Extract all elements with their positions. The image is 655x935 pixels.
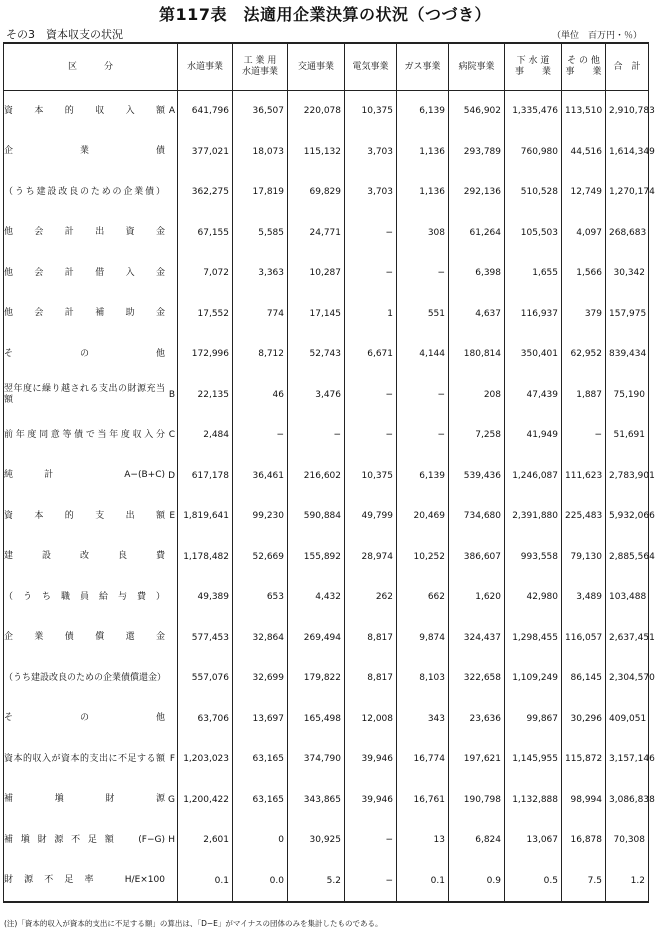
value-cell: 350,401 bbox=[505, 334, 562, 375]
value-cell: 63,706 bbox=[178, 699, 233, 740]
value-cell: 3,086,838 bbox=[606, 780, 649, 821]
value-cell: 774 bbox=[233, 294, 288, 335]
table-row bbox=[4, 213, 649, 254]
value-cell: 2,601 bbox=[178, 820, 233, 861]
value-cell: 269,494 bbox=[288, 618, 345, 659]
value-cell: 324,437 bbox=[449, 618, 505, 659]
value-cell: 116,937 bbox=[505, 294, 562, 335]
value-cell: 1,614,349 bbox=[606, 132, 649, 173]
value-cell: 157,975 bbox=[606, 294, 649, 335]
row-label: 資本的収入が資本的支出に不足する額 bbox=[4, 753, 165, 764]
value-cell: 155,892 bbox=[288, 537, 345, 578]
footnote: (注)「資本的収入が資本的支出に不足する額」の算出は、「D−E」がマイナスの団体のみを集計したものである。 bbox=[4, 919, 383, 928]
value-cell: 16,878 bbox=[562, 820, 606, 861]
value-cell: 172,996 bbox=[178, 334, 233, 375]
value-cell: − bbox=[397, 253, 449, 294]
value-cell: 47,439 bbox=[505, 375, 562, 416]
value-cell: 292,136 bbox=[449, 172, 505, 213]
table-row bbox=[4, 861, 649, 902]
value-cell: 49,389 bbox=[178, 577, 233, 618]
value-cell: 13 bbox=[397, 820, 449, 861]
table-row bbox=[4, 415, 649, 456]
row-letter: A bbox=[168, 106, 175, 117]
header-col: 工 業 用 水道事業 bbox=[233, 43, 288, 91]
header-col: そ の 他 事 業 bbox=[562, 43, 606, 91]
table-row bbox=[4, 537, 649, 578]
value-cell: 216,602 bbox=[288, 456, 345, 497]
value-cell: 69,829 bbox=[288, 172, 345, 213]
row-label-cell bbox=[4, 537, 178, 578]
row-label: 他会計借入金 bbox=[4, 267, 165, 278]
value-cell: 262 bbox=[345, 577, 397, 618]
value-cell: 10,287 bbox=[288, 253, 345, 294]
value-cell: 5.2 bbox=[288, 861, 345, 902]
value-cell: 734,680 bbox=[449, 496, 505, 537]
value-cell: 51,691 bbox=[606, 415, 649, 456]
value-cell: 1,145,955 bbox=[505, 739, 562, 780]
value-cell: 577,453 bbox=[178, 618, 233, 659]
value-cell: 5,585 bbox=[233, 213, 288, 254]
value-cell: − bbox=[397, 415, 449, 456]
value-cell: 8,712 bbox=[233, 334, 288, 375]
value-cell: 46 bbox=[233, 375, 288, 416]
value-cell: 17,819 bbox=[233, 172, 288, 213]
value-cell: 67,155 bbox=[178, 213, 233, 254]
value-cell: 3,489 bbox=[562, 577, 606, 618]
table-body bbox=[4, 91, 655, 902]
value-cell: 510,528 bbox=[505, 172, 562, 213]
row-label-cell bbox=[4, 496, 178, 537]
value-cell: 2,885,564 bbox=[606, 537, 649, 578]
value-cell: 0.1 bbox=[178, 861, 233, 902]
value-cell: 1,298,455 bbox=[505, 618, 562, 659]
value-cell: 0.0 bbox=[233, 861, 288, 902]
value-cell: − bbox=[345, 861, 397, 902]
header-col: 下 水 道 事 業 bbox=[505, 43, 562, 91]
value-cell: 2,783,901 bbox=[606, 456, 649, 497]
row-label: （うち職員給与費） bbox=[4, 591, 165, 602]
value-cell: 1,819,641 bbox=[178, 496, 233, 537]
value-cell: 75,190 bbox=[606, 375, 649, 416]
value-cell: 1,132,888 bbox=[505, 780, 562, 821]
value-cell: 30,296 bbox=[562, 699, 606, 740]
value-cell: 1,270,174 bbox=[606, 172, 649, 213]
value-cell: 322,658 bbox=[449, 658, 505, 699]
row-label-cell bbox=[4, 739, 178, 780]
row-letter: D bbox=[168, 470, 175, 481]
value-cell: 116,057 bbox=[562, 618, 606, 659]
row-label-cell bbox=[4, 456, 178, 497]
table-subtitle: その3 資本収支の状況 bbox=[6, 28, 123, 41]
value-cell: 1,109,249 bbox=[505, 658, 562, 699]
value-cell: 1 bbox=[345, 294, 397, 335]
header-row bbox=[4, 43, 649, 91]
row-label: 補塡財源不足額 (F−G) bbox=[4, 834, 165, 845]
value-cell: 220,078 bbox=[288, 91, 345, 132]
table-row bbox=[4, 658, 649, 699]
value-cell: 293,789 bbox=[449, 132, 505, 173]
value-cell: 52,743 bbox=[288, 334, 345, 375]
header-col: 病院事業 bbox=[449, 43, 505, 91]
value-cell: 49,799 bbox=[345, 496, 397, 537]
value-cell: − bbox=[288, 415, 345, 456]
value-cell: 1,335,476 bbox=[505, 91, 562, 132]
value-cell: 165,498 bbox=[288, 699, 345, 740]
value-cell: 30,925 bbox=[288, 820, 345, 861]
value-cell: − bbox=[397, 375, 449, 416]
value-cell: 179,822 bbox=[288, 658, 345, 699]
value-cell: 1,203,023 bbox=[178, 739, 233, 780]
table-row bbox=[4, 375, 649, 416]
value-cell: 662 bbox=[397, 577, 449, 618]
row-letter: H bbox=[168, 835, 175, 846]
header-kubun: 区 分 bbox=[4, 43, 178, 91]
value-cell: 3,476 bbox=[288, 375, 345, 416]
value-cell: 180,814 bbox=[449, 334, 505, 375]
value-cell: 39,946 bbox=[345, 780, 397, 821]
value-cell: 362,275 bbox=[178, 172, 233, 213]
value-cell: 63,165 bbox=[233, 780, 288, 821]
value-cell: 557,076 bbox=[178, 658, 233, 699]
row-label: （うち建設改良のための企業債償還金） bbox=[4, 672, 167, 683]
table-row bbox=[4, 91, 649, 132]
value-cell: 1,178,482 bbox=[178, 537, 233, 578]
table-row bbox=[4, 334, 649, 375]
row-label: 純計 A−(B+C) bbox=[4, 470, 165, 481]
row-label-cell bbox=[4, 294, 178, 335]
value-cell: 409,051 bbox=[606, 699, 649, 740]
value-cell: 99,867 bbox=[505, 699, 562, 740]
table-row bbox=[4, 820, 649, 861]
row-label-cell bbox=[4, 658, 178, 699]
row-label: 他会計補助金 bbox=[4, 308, 165, 319]
row-label: 企業債償還金 bbox=[4, 632, 165, 643]
value-cell: 36,507 bbox=[233, 91, 288, 132]
value-cell: 6,671 bbox=[345, 334, 397, 375]
value-cell: 22,135 bbox=[178, 375, 233, 416]
value-cell: 1.2 bbox=[606, 861, 649, 902]
value-cell: 2,637,451 bbox=[606, 618, 649, 659]
row-label-cell bbox=[4, 375, 178, 416]
value-cell: 115,132 bbox=[288, 132, 345, 173]
value-cell: − bbox=[562, 415, 606, 456]
value-cell: 24,771 bbox=[288, 213, 345, 254]
value-cell: 1,566 bbox=[562, 253, 606, 294]
row-label: 他会計出資金 bbox=[4, 227, 165, 238]
value-cell: 653 bbox=[233, 577, 288, 618]
value-cell: 17,552 bbox=[178, 294, 233, 335]
header-col: 交通事業 bbox=[288, 43, 345, 91]
value-cell: 377,021 bbox=[178, 132, 233, 173]
value-cell: 1,655 bbox=[505, 253, 562, 294]
value-cell: 32,864 bbox=[233, 618, 288, 659]
value-cell: 225,483 bbox=[562, 496, 606, 537]
table-row bbox=[4, 496, 649, 537]
value-cell: 2,484 bbox=[178, 415, 233, 456]
table-row bbox=[4, 780, 649, 821]
value-cell: 343,865 bbox=[288, 780, 345, 821]
value-cell: 3,157,146 bbox=[606, 739, 649, 780]
value-cell: 12,008 bbox=[345, 699, 397, 740]
row-label-cell bbox=[4, 699, 178, 740]
value-cell: 30,342 bbox=[606, 253, 649, 294]
row-label: 財源不足率 H/E×100 bbox=[4, 875, 165, 885]
table-row bbox=[4, 456, 649, 497]
row-label: その他 bbox=[4, 713, 165, 724]
value-cell: 6,139 bbox=[397, 456, 449, 497]
row-label-cell bbox=[4, 172, 178, 213]
table-row bbox=[4, 699, 649, 740]
table-row bbox=[4, 294, 649, 335]
row-label: 資本的収入額 bbox=[4, 105, 165, 116]
value-cell: 16,761 bbox=[397, 780, 449, 821]
value-cell: 18,073 bbox=[233, 132, 288, 173]
table-row bbox=[4, 172, 649, 213]
header-col: 水道事業 bbox=[178, 43, 233, 91]
value-cell: 111,623 bbox=[562, 456, 606, 497]
value-cell: 4,637 bbox=[449, 294, 505, 335]
unit-label: （単位 百万円・％） bbox=[551, 31, 642, 41]
value-cell: 4,432 bbox=[288, 577, 345, 618]
value-cell: 379 bbox=[562, 294, 606, 335]
value-cell: 839,434 bbox=[606, 334, 649, 375]
value-cell: 4,144 bbox=[397, 334, 449, 375]
value-cell: 39,946 bbox=[345, 739, 397, 780]
value-cell: 1,200,422 bbox=[178, 780, 233, 821]
value-cell: 10,375 bbox=[345, 456, 397, 497]
header-col: 合 計 bbox=[606, 43, 649, 91]
value-cell: 61,264 bbox=[449, 213, 505, 254]
row-label-cell bbox=[4, 820, 178, 861]
row-label-cell bbox=[4, 618, 178, 659]
value-cell: 374,790 bbox=[288, 739, 345, 780]
value-cell: 590,884 bbox=[288, 496, 345, 537]
value-cell: 5,932,066 bbox=[606, 496, 649, 537]
value-cell: 6,824 bbox=[449, 820, 505, 861]
value-cell: 0.9 bbox=[449, 861, 505, 902]
value-cell: 190,798 bbox=[449, 780, 505, 821]
table-row bbox=[4, 577, 649, 618]
row-label-cell bbox=[4, 415, 178, 456]
value-cell: 1,136 bbox=[397, 172, 449, 213]
row-label-cell bbox=[4, 91, 178, 132]
value-cell: 36,461 bbox=[233, 456, 288, 497]
value-cell: 79,130 bbox=[562, 537, 606, 578]
value-cell: 32,699 bbox=[233, 658, 288, 699]
row-letter: C bbox=[168, 430, 175, 441]
value-cell: 1,246,087 bbox=[505, 456, 562, 497]
value-cell: 993,558 bbox=[505, 537, 562, 578]
value-cell: − bbox=[345, 375, 397, 416]
row-label-cell bbox=[4, 132, 178, 173]
row-label: 資本的支出額 bbox=[4, 510, 165, 521]
value-cell: 641,796 bbox=[178, 91, 233, 132]
value-cell: 10,252 bbox=[397, 537, 449, 578]
row-label: その他 bbox=[4, 348, 165, 359]
value-cell: 343 bbox=[397, 699, 449, 740]
value-cell: 4,097 bbox=[562, 213, 606, 254]
value-cell: 113,510 bbox=[562, 91, 606, 132]
row-label-cell bbox=[4, 780, 178, 821]
value-cell: 99,230 bbox=[233, 496, 288, 537]
value-cell: 386,607 bbox=[449, 537, 505, 578]
value-cell: 1,887 bbox=[562, 375, 606, 416]
value-cell: 8,103 bbox=[397, 658, 449, 699]
value-cell: 551 bbox=[397, 294, 449, 335]
value-cell: 617,178 bbox=[178, 456, 233, 497]
value-cell: 63,165 bbox=[233, 739, 288, 780]
value-cell: 6,398 bbox=[449, 253, 505, 294]
value-cell: 7,072 bbox=[178, 253, 233, 294]
row-label-cell bbox=[4, 577, 178, 618]
value-cell: 208 bbox=[449, 375, 505, 416]
value-cell: 3,703 bbox=[345, 172, 397, 213]
value-cell: 308 bbox=[397, 213, 449, 254]
value-cell: 1,136 bbox=[397, 132, 449, 173]
value-cell: 13,067 bbox=[505, 820, 562, 861]
value-cell: 268,683 bbox=[606, 213, 649, 254]
row-label: （うち建設改良のための企業債） bbox=[4, 186, 165, 197]
value-cell: 23,636 bbox=[449, 699, 505, 740]
table-row bbox=[4, 739, 649, 780]
row-label: 前年度同意等債で当年度収入分 bbox=[4, 429, 165, 440]
value-cell: 41,949 bbox=[505, 415, 562, 456]
value-cell: 3,703 bbox=[345, 132, 397, 173]
value-cell: 62,952 bbox=[562, 334, 606, 375]
value-cell: − bbox=[345, 820, 397, 861]
value-cell: − bbox=[345, 253, 397, 294]
row-letter: F bbox=[169, 754, 175, 765]
value-cell: 539,436 bbox=[449, 456, 505, 497]
value-cell: − bbox=[345, 213, 397, 254]
value-cell: 197,621 bbox=[449, 739, 505, 780]
value-cell: 760,980 bbox=[505, 132, 562, 173]
value-cell: − bbox=[233, 415, 288, 456]
capital-balance-table bbox=[3, 42, 655, 903]
value-cell: 103,488 bbox=[606, 577, 649, 618]
value-cell: 28,974 bbox=[345, 537, 397, 578]
row-label-cell bbox=[4, 861, 178, 902]
value-cell: 2,910,783 bbox=[606, 91, 649, 132]
value-cell: 13,697 bbox=[233, 699, 288, 740]
value-cell: 8,817 bbox=[345, 618, 397, 659]
row-label: 翌年度に繰り越される支出の財源充当額 bbox=[4, 383, 165, 405]
row-label-cell bbox=[4, 213, 178, 254]
table-row bbox=[4, 132, 649, 173]
value-cell: 0.5 bbox=[505, 861, 562, 902]
value-cell: 52,669 bbox=[233, 537, 288, 578]
table-row bbox=[4, 253, 649, 294]
value-cell: 16,774 bbox=[397, 739, 449, 780]
row-label: 建設改良費 bbox=[4, 551, 165, 562]
row-label: 企業債 bbox=[4, 146, 165, 157]
value-cell: 20,469 bbox=[397, 496, 449, 537]
row-letter: E bbox=[169, 511, 175, 522]
value-cell: 546,902 bbox=[449, 91, 505, 132]
value-cell: 2,304,570 bbox=[606, 658, 649, 699]
value-cell: 1,620 bbox=[449, 577, 505, 618]
value-cell: 42,980 bbox=[505, 577, 562, 618]
table-title: 第117表 法適用企業決算の状況（つづき） bbox=[159, 5, 491, 24]
row-label-cell bbox=[4, 253, 178, 294]
value-cell: 7.5 bbox=[562, 861, 606, 902]
value-cell: 115,872 bbox=[562, 739, 606, 780]
row-label: 補塡財源 bbox=[4, 794, 165, 805]
value-cell: 17,145 bbox=[288, 294, 345, 335]
value-cell: 98,994 bbox=[562, 780, 606, 821]
value-cell: 8,817 bbox=[345, 658, 397, 699]
value-cell: 3,363 bbox=[233, 253, 288, 294]
header-col: ガス事業 bbox=[397, 43, 449, 91]
value-cell: 7,258 bbox=[449, 415, 505, 456]
value-cell: 6,139 bbox=[397, 91, 449, 132]
value-cell: 12,749 bbox=[562, 172, 606, 213]
value-cell: 44,516 bbox=[562, 132, 606, 173]
row-letter: B bbox=[168, 389, 175, 400]
value-cell: 9,874 bbox=[397, 618, 449, 659]
row-label-cell bbox=[4, 334, 178, 375]
value-cell: 86,145 bbox=[562, 658, 606, 699]
value-cell: − bbox=[345, 415, 397, 456]
header-col: 電気事業 bbox=[345, 43, 397, 91]
table-row bbox=[4, 618, 649, 659]
value-cell: 105,503 bbox=[505, 213, 562, 254]
value-cell: 10,375 bbox=[345, 91, 397, 132]
value-cell: 0.1 bbox=[397, 861, 449, 902]
value-cell: 0 bbox=[233, 820, 288, 861]
value-cell: 2,391,880 bbox=[505, 496, 562, 537]
row-letter: G bbox=[168, 794, 175, 805]
value-cell: 70,308 bbox=[606, 820, 649, 861]
